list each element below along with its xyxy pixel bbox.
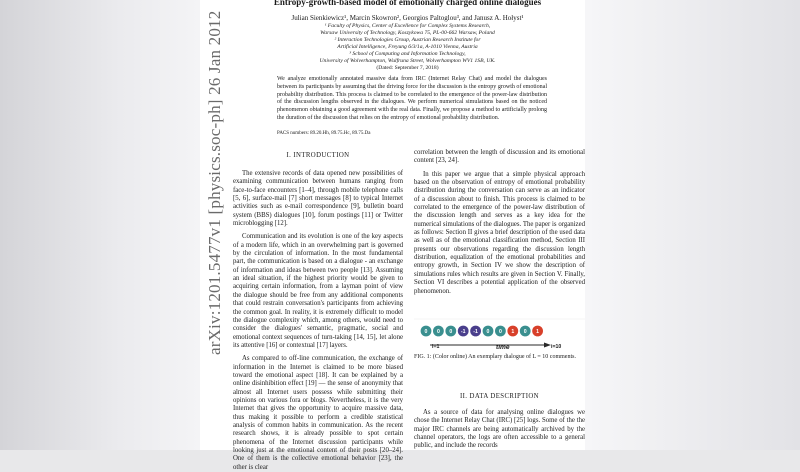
paragraph: As a source of data for analysing online dialogues we chose the Internet Relay Chat (IRC) [25] logs. Some of the the major IRC channels are being automatically archived by the channel operators, the logs are often accessible to a general public, and include the records (414, 409, 585, 450)
fig-label-time: time (496, 344, 510, 351)
time-arrow-head (544, 343, 551, 348)
arxiv-identifier: arXiv:1201.5477v1 [physics.soc-ph] 26 Jan 2012 (205, 10, 224, 355)
affiliation-line: ¹ Faculty of Physics, Center of Excellence for Complex Systems Research, (324, 23, 491, 29)
dialogue-comment-value: 0 (523, 329, 527, 335)
affiliation-line: ³ School of Computing and Information Technology, (349, 51, 466, 58)
dialogue-comment-value: 0 (436, 329, 440, 335)
paragraph: The extensive records of data opened new possibilities of examining communication between humans ranging from face-to-face encounters [1–4], through mobile telephone calls [5, 6], surface-mail [7] short messages [8] to typical Internet activities such as e-mail correspondence [9], bulletin board system (BBS) dialogues [10], forum postings [11] or Twitter microblogging [12]. (233, 170, 403, 228)
fig-label-end: i=10 (551, 344, 562, 350)
author-list: Julian Sienkiewicz¹, Marcin Skowron², Georgios Paltoglou³, and Janusz A. Hołyst¹ (291, 14, 524, 22)
pacs-numbers: PACS numbers: 89.20.Hh, 89.75.Hc, 89.75.Da (277, 131, 371, 136)
viewer-background-right (585, 0, 800, 450)
section-title-data-description: II. DATA DESCRIPTION (459, 393, 539, 400)
affiliation-line: Warsaw University of Technology, Koszykowa 75, PL-00-662 Warsaw, Poland (320, 30, 495, 37)
abstract: We analyze emotionally annotated massive data from IRC (Internet Relay Chat) and model the dialogues between its participants by assuming that the driving force for the discussion is the entropy growth of emotional probability distribution. This process is claimed to be correlated to the emergence of the power-law distribution of the discussion lengths observed in the dialogues. We perform numerical simulations based on the noticed phenomenon obtaining a good agreement with the real data. Finally, we propose a method to artificially prolong the duration of the discussion that relies on the entropy of emotional probability distribution. (277, 76, 547, 121)
paper-title: Entropy-growth-based model of emotionally charged online dialogues (273, 0, 542, 7)
paragraph: Communication and its evolution is one of the key aspects of a modern life, which in an overwhelming part is governed by the circulation of information. In the most fundamental part, the communication is based on a dialogue - an exchange of information and ideas between two people [13]. Assuming an ideal situation, if the highest priority would be given to acquiring certain information, from a layman point of view the dialogue should be free from any additional components that could restrain conversation's participants from achieving the common goal. In reality, it is extremely difficult to model the dialogue complexity which, among others, would need to consider the dialogues' semantic, pragmatic, social and emotional context sequences of turn-taking [14, 15], let alone its attentive [16] or contextual [17] layers. (233, 233, 403, 349)
introduction-right-column (414, 149, 585, 296)
fig-label-start: i=1 (432, 344, 440, 350)
dialogue-comment-value: 1 (536, 329, 540, 335)
viewer-background-left (0, 0, 200, 450)
affiliations (230, 23, 585, 66)
dialogue-comment-value: 0 (424, 329, 428, 335)
paragraph: As compared to off-line communication, the exchange of information in the Internet is claimed to be more biased toward the emotional aspect [18]. It can be explained by a online disinhibition effect [19] — the sense of anonymity that almost all Internet users possess while submitting their opinions on various fora or blogs. Nevertheless, it is the very Internet that gives the opportunity to acquire massive data, thus making it possible to perform a credible statistical analysis of common habits in communication. As the recent research shows, it is already possible to spot certain phenomena of the Internet discussion participants while looking just at the emotional content of their posts [20–24]. One of them is the collective emotional behavior [23], the other is clear (233, 355, 403, 471)
paragraph: In this paper we argue that a simple physical approach based on the observation of entropy of emotional probability distribution during the conversation can serve as an indicator of a discussion about to finish. This process is claimed to be correlated to the emergence of the power-law distribution of the discussion length and serves as a key idea for the numerical simulations of the dialogues. The paper is organized as follows: Section II gives a brief description of the used data as well as of the emotional classification method, Section III presents our observations regarding the discussion length distribution, equalization of the emotional probabilities and entropy growth, in Section IV we show the description of simulations rules which results are given in Section V. Finally, Section VI describes a potential application of the observed phenomenon. (414, 170, 585, 295)
date-line: (Dated: September 7, 2018) (376, 65, 439, 71)
paragraph: correlation between the length of discussion and its emotional content [23, 24]. (414, 149, 585, 165)
dialogue-comment-value: 1 (511, 329, 515, 335)
introduction-left-column (233, 170, 403, 472)
data-description-column (414, 409, 585, 451)
affiliation-line: Artificial Intelligence, Freyung 6/3/1a, A-1010 Vienna, Austria (337, 44, 478, 51)
dialogue-comment-value: 0 (498, 329, 502, 335)
affiliation-line: University of Wolverhampton, Wulfruna Street, Wolverhampton WV1 1SB, UK. (319, 58, 496, 65)
dialogue-comment-value: 0 (449, 329, 453, 335)
figure-caption: FIG. 1: (Color online) An exemplary dialogue of L = 10 comments. (414, 354, 576, 360)
section-title-introduction: I. INTRODUCTION (286, 152, 350, 159)
affiliation-line: ² Interaction Technologies Group, Austrian Research Institute for (334, 37, 481, 44)
dialogue-comment-value: 0 (486, 329, 490, 335)
dialogue-comment-value: -1 (473, 329, 478, 335)
dialogue-comment-value: -1 (460, 329, 466, 335)
